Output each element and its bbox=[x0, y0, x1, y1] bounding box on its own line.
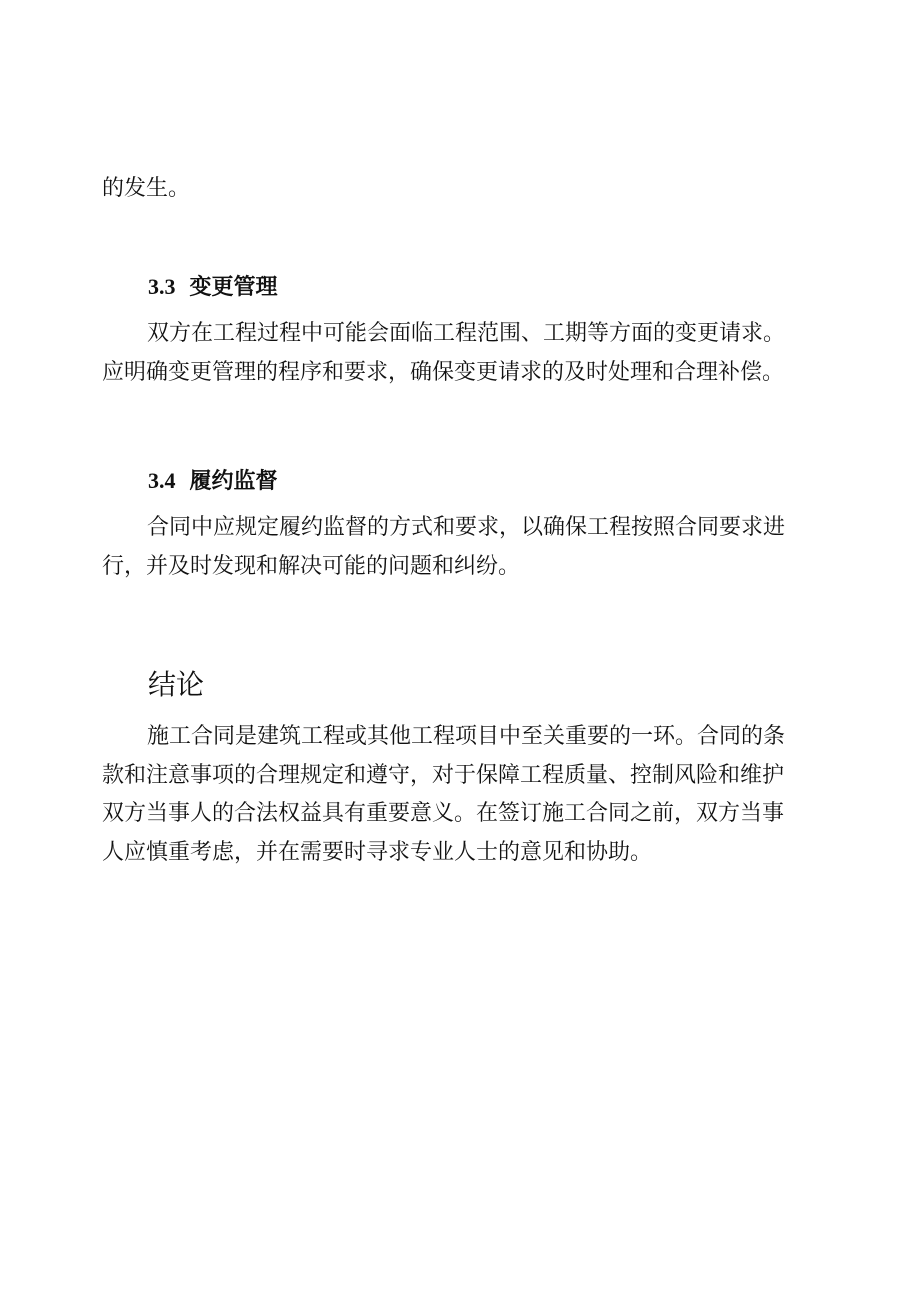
paragraph-line: 双方当事人的合法权益具有重要意义。在签订施工合同之前，双方当事 bbox=[102, 801, 785, 826]
paragraph-line: 行，并及时发现和解决可能的问题和纠纷。 bbox=[102, 553, 521, 579]
conclusion-title: 结论 bbox=[148, 668, 205, 701]
paragraph-line: 施工合同是建筑工程或其他工程项目中至关重要的一环。合同的条 bbox=[147, 724, 786, 749]
section-number: 3.3 bbox=[148, 274, 176, 299]
paragraph-line: 应明确变更管理的程序和要求，确保变更请求的及时处理和合理补偿。 bbox=[102, 359, 785, 385]
section-heading-3-3 bbox=[148, 272, 278, 303]
paragraph-line: 款和注意事项的合理规定和遵守，对于保障工程质量、控制风险和维护 bbox=[102, 762, 785, 788]
paragraph-line: 双方在工程过程中可能会面临工程范围、工期等方面的变更请求。 bbox=[147, 321, 786, 346]
paragraph-section-3-4 bbox=[102, 509, 832, 586]
section-heading-3-4 bbox=[148, 466, 278, 497]
section-number: 3.4 bbox=[148, 468, 176, 493]
paragraph-section-3-3 bbox=[102, 315, 832, 392]
paragraph-conclusion bbox=[102, 718, 832, 872]
paragraph-line: 合同中应规定履约监督的方式和要求，以确保工程按照合同要求进 bbox=[147, 515, 786, 540]
paragraph-fragment bbox=[102, 170, 832, 209]
paragraph-line: 人应慎重考虑，并在需要时寻求专业人士的意见和协助。 bbox=[102, 839, 653, 865]
section-title-text: 变更管理 bbox=[189, 275, 278, 300]
section-title-text: 履约监督 bbox=[189, 469, 278, 494]
paragraph-line: 的发生。 bbox=[102, 176, 191, 201]
